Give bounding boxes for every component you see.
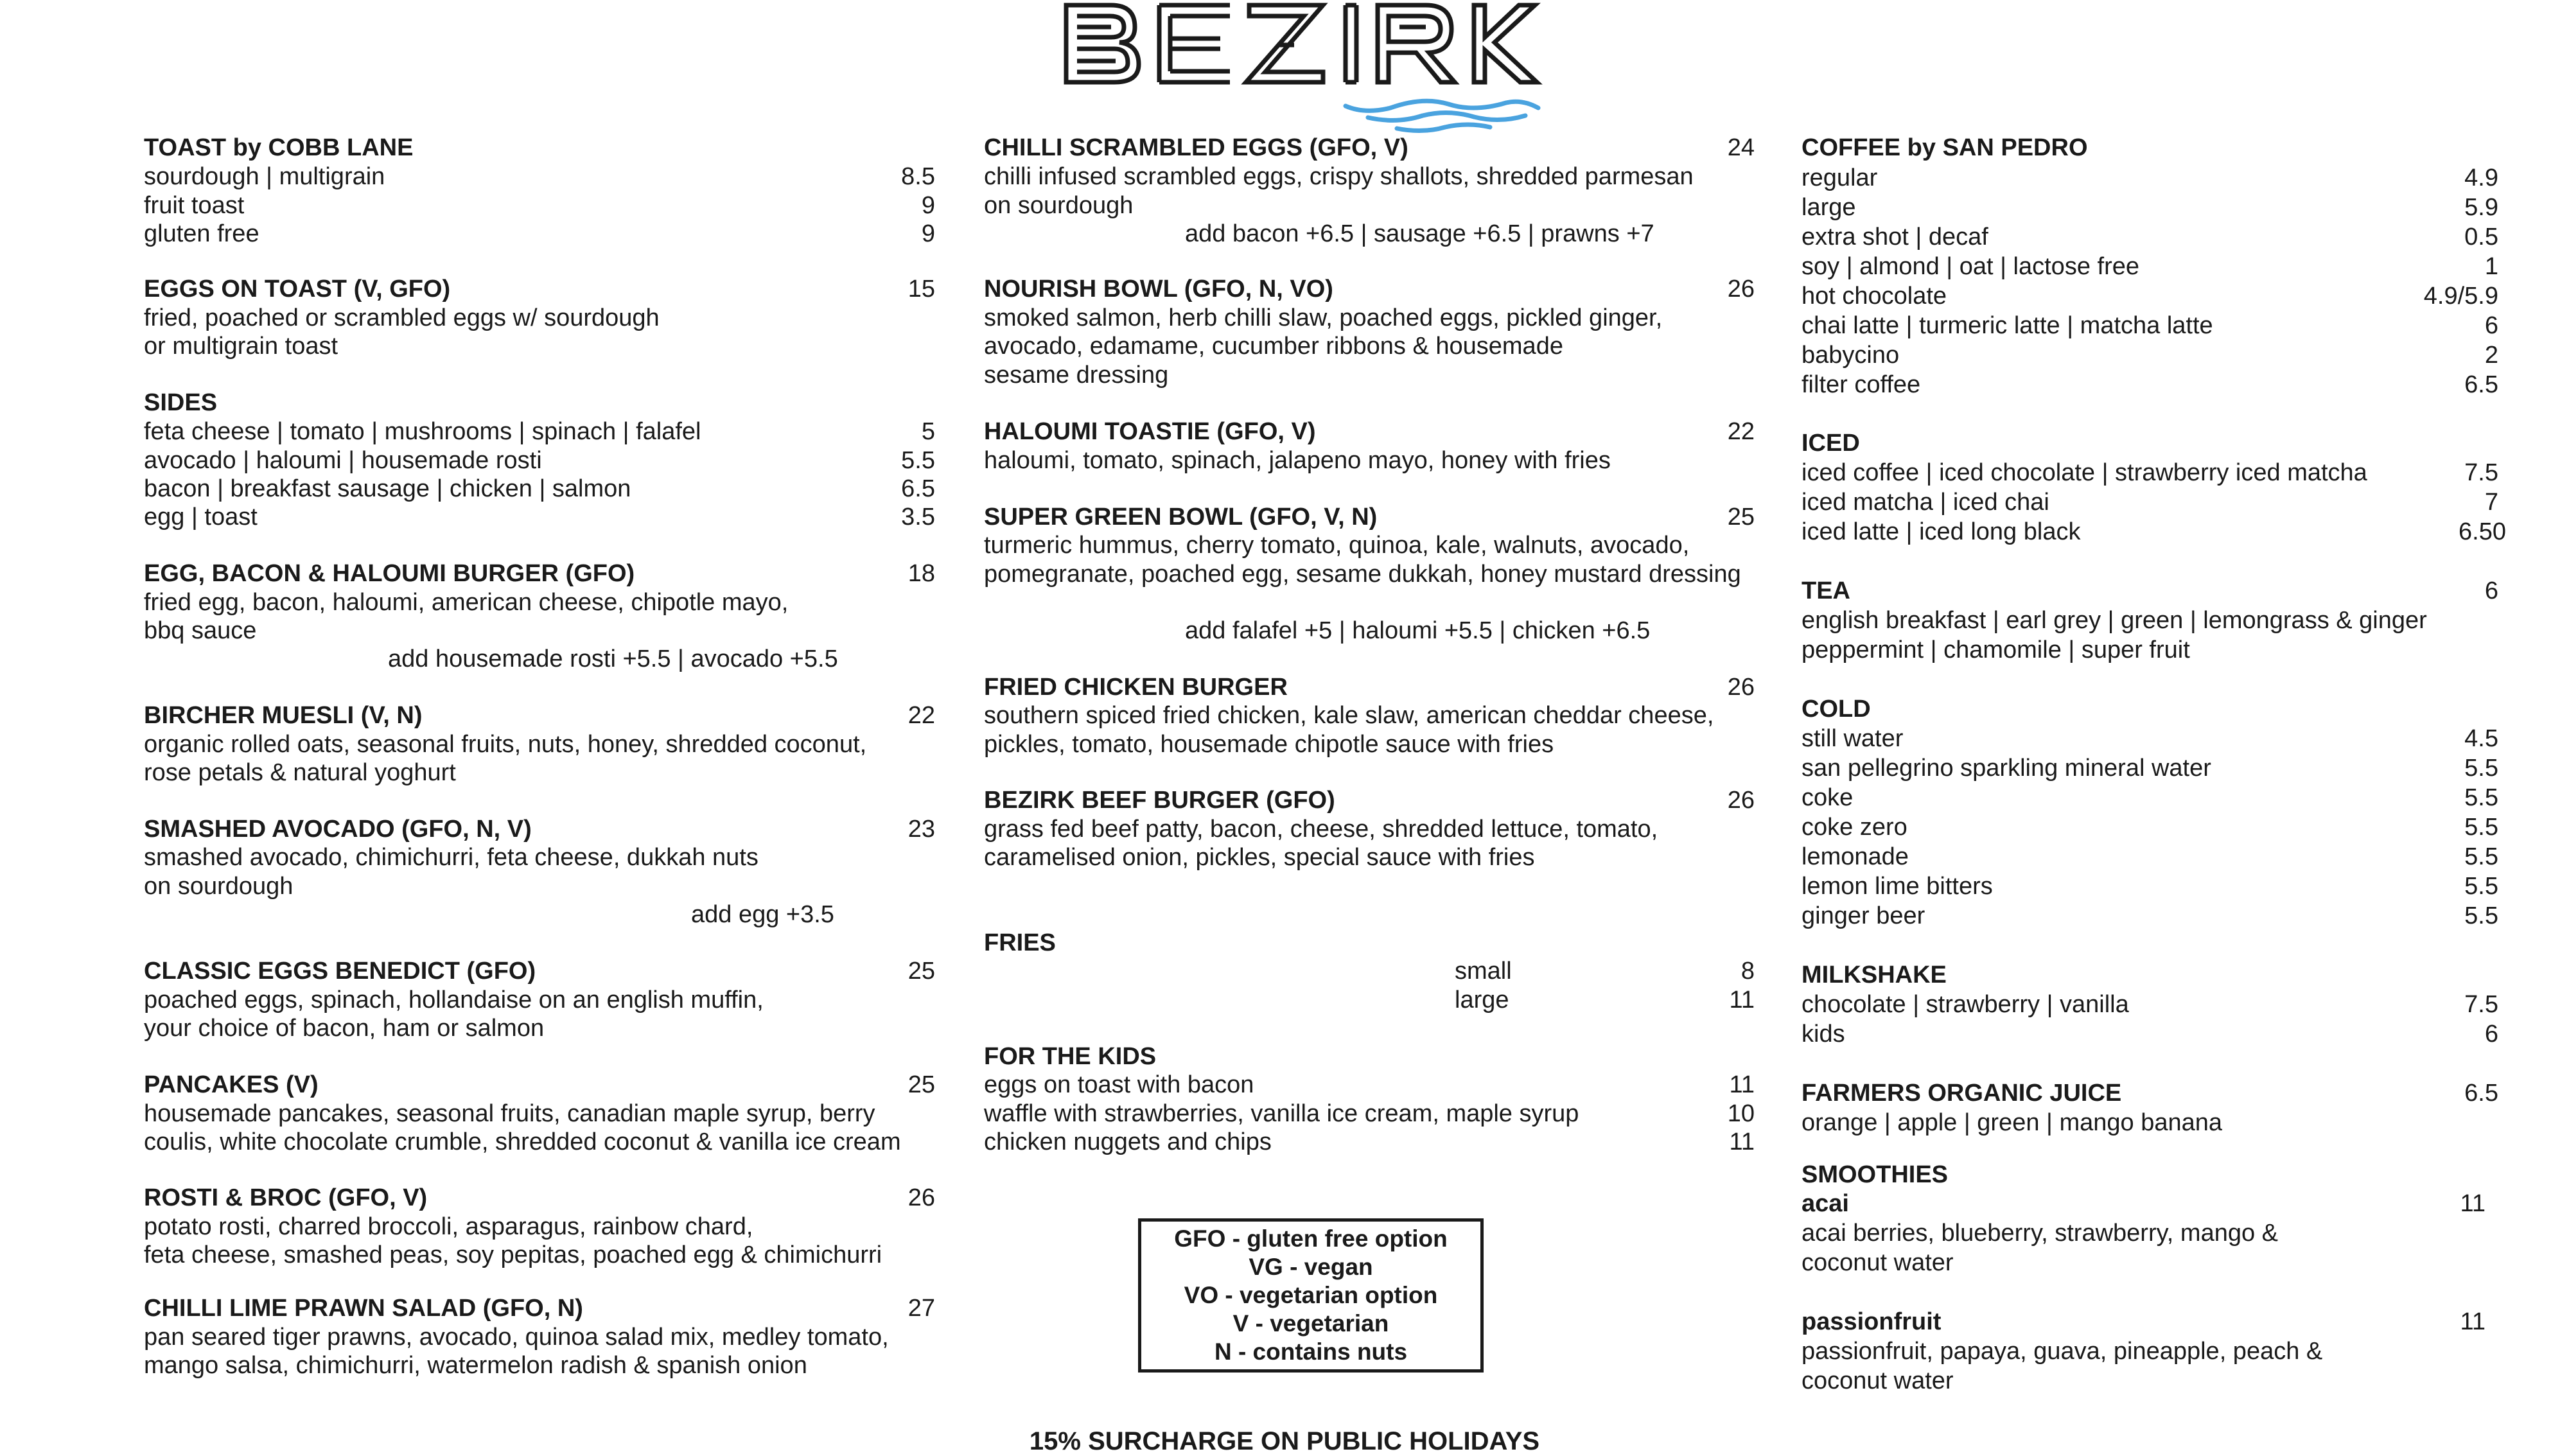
coffee-row: babycino 2 xyxy=(1802,342,2498,369)
iced-row: iced matcha | iced chai 7 xyxy=(1802,489,2498,516)
item-desc: peppermint | chamomile | super fruit xyxy=(1802,636,2190,663)
item-desc: southern spiced fried chicken, kale slaw, american cheddar cheese, xyxy=(984,702,1714,729)
coffee-row: chai latte | turmeric latte | matcha latte 6 xyxy=(1802,312,2498,339)
item-desc: poached eggs, spinach, hollandaise on an english muffin, xyxy=(144,987,764,1013)
coffee-row: regular 4.9 xyxy=(1802,164,2498,191)
section-title-milkshake: MILKSHAKE xyxy=(1802,961,1947,988)
item-title-nourish-bowl: NOURISH BOWL (GFO, N, VO) 26 xyxy=(984,276,1755,303)
legend-line: N - contains nuts xyxy=(1214,1338,1408,1365)
item-desc: orange | apple | green | mango banana xyxy=(1802,1109,2222,1136)
item-desc: haloumi, tomato, spinach, jalapeno mayo, honey with fries xyxy=(984,447,1611,474)
item-desc: on sourdough xyxy=(984,192,1134,219)
section-title-fries: FRIES xyxy=(984,929,1056,956)
item-desc: or multigrain toast xyxy=(144,333,338,360)
item-desc: passionfruit, papaya, guava, pineapple, peach & xyxy=(1802,1338,2323,1365)
section-title-cold: COLD xyxy=(1802,696,1871,723)
item-desc: english breakfast | earl grey | green | lemongrass & ginger xyxy=(1802,607,2427,634)
item-desc: acai berries, blueberry, strawberry, mango & xyxy=(1802,1220,2279,1247)
item-addon: add falafel +5 | haloumi +5.5 | chicken +6.5 xyxy=(1185,617,1651,644)
item-title-muesli: BIRCHER MUESLI (V, N) 22 xyxy=(144,702,935,729)
item-desc: your choice of bacon, ham or salmon xyxy=(144,1015,545,1042)
item-desc: rose petals & natural yoghurt xyxy=(144,759,456,786)
legend-line: VG - vegan xyxy=(1249,1254,1373,1280)
fries-row: large 11 xyxy=(1455,987,1755,1013)
item-title-rosti: ROSTI & BROC (GFO, V) 26 xyxy=(144,1184,935,1211)
item-title-super-green-bowl: SUPER GREEN BOWL (GFO, V, N) 25 xyxy=(984,504,1755,531)
section-title-toast: TOAST by COBB LANE xyxy=(144,134,414,161)
item-desc: avocado, edamame, cucumber ribbons & housemade xyxy=(984,333,1563,360)
item-addon: add housemade rosti +5.5 | avocado +5.5 xyxy=(388,645,838,672)
item-desc: feta cheese, smashed peas, soy pepitas, poached egg & chimichurri xyxy=(144,1241,882,1268)
legend-line: GFO - gluten free option xyxy=(1174,1225,1448,1252)
surcharge-notice: 15% SURCHARGE ON PUBLIC HOLIDAYS xyxy=(1029,1427,1540,1455)
item-desc: pickles, tomato, housemade chipotle sauce with fries xyxy=(984,731,1554,758)
item-title-chilli-eggs: CHILLI SCRAMBLED EGGS (GFO, V) 24 xyxy=(984,134,1755,161)
coffee-row: filter coffee 6.5 xyxy=(1802,371,2498,398)
cold-row: lemon lime bitters 5.5 xyxy=(1802,873,2498,900)
coffee-row: extra shot | decaf 0.5 xyxy=(1802,224,2498,250)
bezirk-logo xyxy=(1063,0,1564,138)
item-title-prawn-salad: CHILLI LIME PRAWN SALAD (GFO, N) 27 xyxy=(144,1295,935,1322)
item-desc: coulis, white chocolate crumble, shredded coconut & vanilla ice cream xyxy=(144,1128,901,1155)
item-title-burger: EGG, BACON & HALOUMI BURGER (GFO) 18 xyxy=(144,560,935,587)
item-desc: fried, poached or scrambled eggs w/ sourdough xyxy=(144,304,660,331)
item-desc: smoked salmon, herb chilli slaw, poached eggs, pickled ginger, xyxy=(984,304,1663,331)
toast-row: sourdough | multigrain 8.5 xyxy=(144,163,935,190)
coffee-row: hot chocolate 4.9/5.9 xyxy=(1802,283,2498,310)
coffee-row: large 5.9 xyxy=(1802,194,2498,221)
milkshake-row: chocolate | strawberry | vanilla 7.5 xyxy=(1802,991,2498,1018)
kids-row: waffle with strawberries, vanilla ice cream, maple syrup 10 xyxy=(984,1100,1755,1127)
toast-row: gluten free 9 xyxy=(144,220,935,247)
section-title-tea: TEA 6 xyxy=(1802,577,2498,604)
kids-row: eggs on toast with bacon 11 xyxy=(984,1071,1755,1098)
item-title-fried-chicken-burger: FRIED CHICKEN BURGER 26 xyxy=(984,674,1755,701)
item-desc: coconut water xyxy=(1802,1367,1954,1394)
item-title-avocado: SMASHED AVOCADO (GFO, N, V) 23 xyxy=(144,816,935,843)
item-desc: fried egg, bacon, haloumi, american cheese, chipotle mayo, xyxy=(144,589,789,616)
item-desc: smashed avocado, chimichurri, feta cheese, dukkah nuts xyxy=(144,844,758,871)
item-desc: on sourdough xyxy=(144,873,294,900)
bezirk-wordmark xyxy=(1063,0,1564,138)
item-desc: caramelised onion, pickles, special sauce with fries xyxy=(984,844,1535,871)
sides-row: feta cheese | tomato | mushrooms | spinach | falafel 5 xyxy=(144,418,935,445)
item-title-benedict: CLASSIC EGGS BENEDICT (GFO) 25 xyxy=(144,958,935,985)
item-desc: potato rosti, charred broccoli, asparagus, rainbow chard, xyxy=(144,1213,753,1240)
cold-row: still water 4.5 xyxy=(1802,725,2498,752)
item-desc: coconut water xyxy=(1802,1249,1954,1276)
dietary-legend xyxy=(1138,1218,1484,1373)
item-title-acai: acai 11 xyxy=(1802,1190,2486,1217)
iced-row: iced coffee | iced chocolate | strawberry iced matcha 7.5 xyxy=(1802,459,2498,486)
fries-row: small 8 xyxy=(1455,958,1755,985)
milkshake-row: kids 6 xyxy=(1802,1021,2498,1048)
legend-line: VO - vegetarian option xyxy=(1184,1282,1438,1308)
item-desc: housemade pancakes, seasonal fruits, canadian maple syrup, berry xyxy=(144,1100,875,1127)
section-title-coffee: COFFEE by SAN PEDRO xyxy=(1802,134,2088,161)
item-desc: bbq sauce xyxy=(144,617,257,644)
item-desc: pan seared tiger prawns, avocado, quinoa salad mix, medley tomato, xyxy=(144,1324,889,1351)
section-title-juice: FARMERS ORGANIC JUICE 6.5 xyxy=(1802,1080,2498,1107)
item-title-beef-burger: BEZIRK BEEF BURGER (GFO) 26 xyxy=(984,787,1755,814)
iced-row: iced latte | iced long black 6.50 xyxy=(1802,518,2506,545)
sides-row: egg | toast 3.5 xyxy=(144,504,935,531)
item-desc: sesame dressing xyxy=(984,362,1169,389)
item-desc: pomegranate, poached egg, sesame dukkah, honey mustard dressing xyxy=(984,561,1741,588)
item-desc: mango salsa, chimichurri, watermelon radish & spanish onion xyxy=(144,1352,807,1379)
kids-row: chicken nuggets and chips 11 xyxy=(984,1128,1755,1155)
item-addon: add egg +3.5 xyxy=(691,901,834,928)
cold-row: coke 5.5 xyxy=(1802,784,2498,811)
section-title-sides: SIDES xyxy=(144,389,218,416)
cold-row: ginger beer 5.5 xyxy=(1802,902,2498,929)
item-desc: organic rolled oats, seasonal fruits, nuts, honey, shredded coconut, xyxy=(144,731,867,758)
item-title-pancakes: PANCAKES (V) 25 xyxy=(144,1071,935,1098)
item-desc: chilli infused scrambled eggs, crispy shallots, shredded parmesan xyxy=(984,163,1694,190)
item-desc: turmeric hummus, cherry tomato, quinoa, kale, walnuts, avocado, xyxy=(984,532,1690,559)
cold-row: san pellegrino sparkling mineral water 5.5 xyxy=(1802,755,2498,782)
item-title-passionfruit: passionfruit 11 xyxy=(1802,1308,2486,1335)
item-desc: grass fed beef patty, bacon, cheese, shredded lettuce, tomato, xyxy=(984,816,1658,843)
sides-row: bacon | breakfast sausage | chicken | salmon 6.5 xyxy=(144,475,935,502)
coffee-row: soy | almond | oat | lactose free 1 xyxy=(1802,253,2498,280)
sides-row: avocado | haloumi | housemade rosti 5.5 xyxy=(144,447,935,474)
cold-row: lemonade 5.5 xyxy=(1802,843,2498,870)
section-title-kids: FOR THE KIDS xyxy=(984,1043,1157,1070)
item-title-haloumi-toastie: HALOUMI TOASTIE (GFO, V) 22 xyxy=(984,418,1755,445)
cold-row: coke zero 5.5 xyxy=(1802,814,2498,841)
section-title-iced: ICED xyxy=(1802,430,1860,457)
legend-line: V - vegetarian xyxy=(1232,1310,1389,1337)
item-title-eggs-on-toast: EGGS ON TOAST (V, GFO) 15 xyxy=(144,276,935,303)
section-title-smoothies: SMOOTHIES xyxy=(1802,1161,1949,1188)
toast-row: fruit toast 9 xyxy=(144,192,935,219)
item-addon: add bacon +6.5 | sausage +6.5 | prawns +7 xyxy=(1185,220,1654,247)
